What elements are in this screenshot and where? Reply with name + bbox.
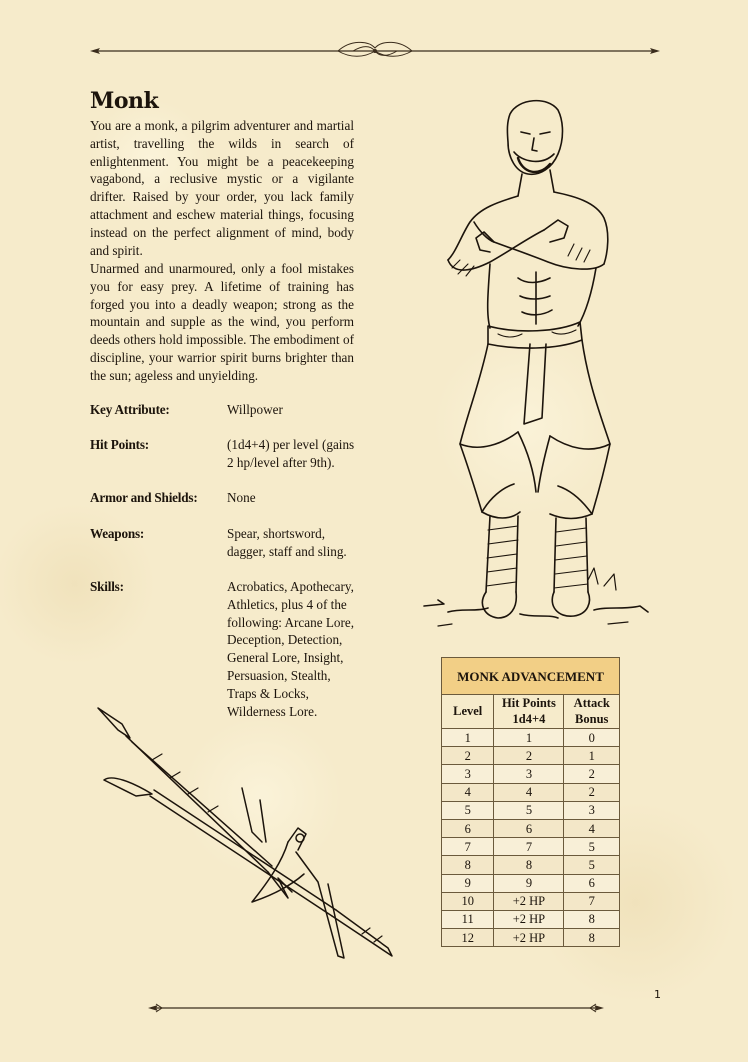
table-row: [442, 929, 620, 947]
table-row: [442, 747, 620, 765]
attribute-value: Willpower: [227, 402, 283, 417]
cell-hit-points: 3: [494, 765, 564, 783]
cell-level: 5: [442, 801, 494, 819]
cell-level: 2: [442, 747, 494, 765]
page-number: 1: [654, 988, 661, 1001]
table-row: [442, 892, 620, 910]
table-row: [442, 874, 620, 892]
table-row: [442, 765, 620, 783]
cell-attack-bonus: 7: [564, 892, 620, 910]
table-row: [442, 801, 620, 819]
attribute-value: Spear, shortsword, dagger, staff and sling.: [227, 526, 347, 559]
cell-attack-bonus: 2: [564, 765, 620, 783]
cell-attack-bonus: 1: [564, 747, 620, 765]
attribute-value: None: [227, 490, 256, 505]
cell-attack-bonus: 3: [564, 801, 620, 819]
cell-level: 4: [442, 783, 494, 801]
cell-attack-bonus: 5: [564, 856, 620, 874]
column-header-hit-points: Hit Points 1d4+4: [494, 695, 564, 729]
cell-hit-points: 8: [494, 856, 564, 874]
table-row: [442, 819, 620, 837]
cell-level: 10: [442, 892, 494, 910]
cell-attack-bonus: 8: [564, 910, 620, 928]
cell-level: 6: [442, 819, 494, 837]
attribute-label: Skills:: [90, 579, 124, 594]
cell-hit-points: +2 HP: [494, 910, 564, 928]
top-ornamental-divider: [88, 36, 662, 64]
cell-attack-bonus: 0: [564, 729, 620, 747]
cell-hit-points: 4: [494, 783, 564, 801]
cell-level: 8: [442, 856, 494, 874]
table-row: [442, 783, 620, 801]
attribute-label: Key Attribute:: [90, 402, 170, 417]
column-header-attack-bonus: Attack Bonus: [564, 695, 620, 729]
cell-attack-bonus: 4: [564, 819, 620, 837]
cell-level: 3: [442, 765, 494, 783]
cell-hit-points: 6: [494, 819, 564, 837]
intro-paragraph-2: Unarmed and unarmoured, only a fool mistakes you for easy prey. A lifetime of training has forged you into a deadly weapon; strong as the mountain and supple as the wind, you perform deeds others hold impossible. The embodiment of discipline, your warrior spirit burns brighter than the sun; ageless and unyielding.: [90, 261, 354, 383]
table-row: [442, 910, 620, 928]
table-row: [442, 856, 620, 874]
attribute-label: Weapons:: [90, 526, 145, 541]
cell-hit-points: 1: [494, 729, 564, 747]
advancement-table-title: MONK ADVANCEMENT: [442, 658, 620, 695]
attribute-value: Acrobatics, Apothecary, Athletics, plus 4 of the following: Arcane Lore, Deception, Detection, General Lore, Insight, Persuasion, Stealth, Traps & Locks, Wilderness Lore.: [227, 579, 355, 719]
cell-hit-points: 5: [494, 801, 564, 819]
intro-paragraph-1: You are a monk, a pilgrim adventurer and martial artist, travelling the wilds in search of enlightenment. You might be a peacekeeping vagabond, a reclusive mystic or a vigilante drifter. Raised by your order, you lack family attachment and eschew material things, focusing instead on the perfect alignment of mind, body and spirit.: [90, 118, 354, 258]
spears-illustration: [92, 702, 406, 972]
bottom-ornamental-divider: [146, 996, 606, 1020]
cell-hit-points: +2 HP: [494, 892, 564, 910]
column-header-level: Level: [442, 695, 494, 729]
cell-level: 1: [442, 729, 494, 747]
page-title: Monk: [90, 88, 159, 114]
cell-level: 7: [442, 838, 494, 856]
cell-hit-points: +2 HP: [494, 929, 564, 947]
attribute-label: Hit Points:: [90, 437, 149, 452]
cell-level: 11: [442, 910, 494, 928]
monk-illustration: [418, 92, 658, 640]
cell-hit-points: 2: [494, 747, 564, 765]
attribute-label: Armor and Shields:: [90, 490, 198, 505]
cell-hit-points: 9: [494, 874, 564, 892]
cell-hit-points: 7: [494, 838, 564, 856]
cell-attack-bonus: 5: [564, 838, 620, 856]
advancement-table: [441, 657, 620, 947]
cell-attack-bonus: 6: [564, 874, 620, 892]
cell-attack-bonus: 2: [564, 783, 620, 801]
cell-attack-bonus: 8: [564, 929, 620, 947]
cell-level: 12: [442, 929, 494, 947]
table-row: [442, 729, 620, 747]
table-row: [442, 838, 620, 856]
cell-level: 9: [442, 874, 494, 892]
attribute-value: (1d4+4) per level (gains 2 hp/level after 9th).: [227, 437, 355, 470]
